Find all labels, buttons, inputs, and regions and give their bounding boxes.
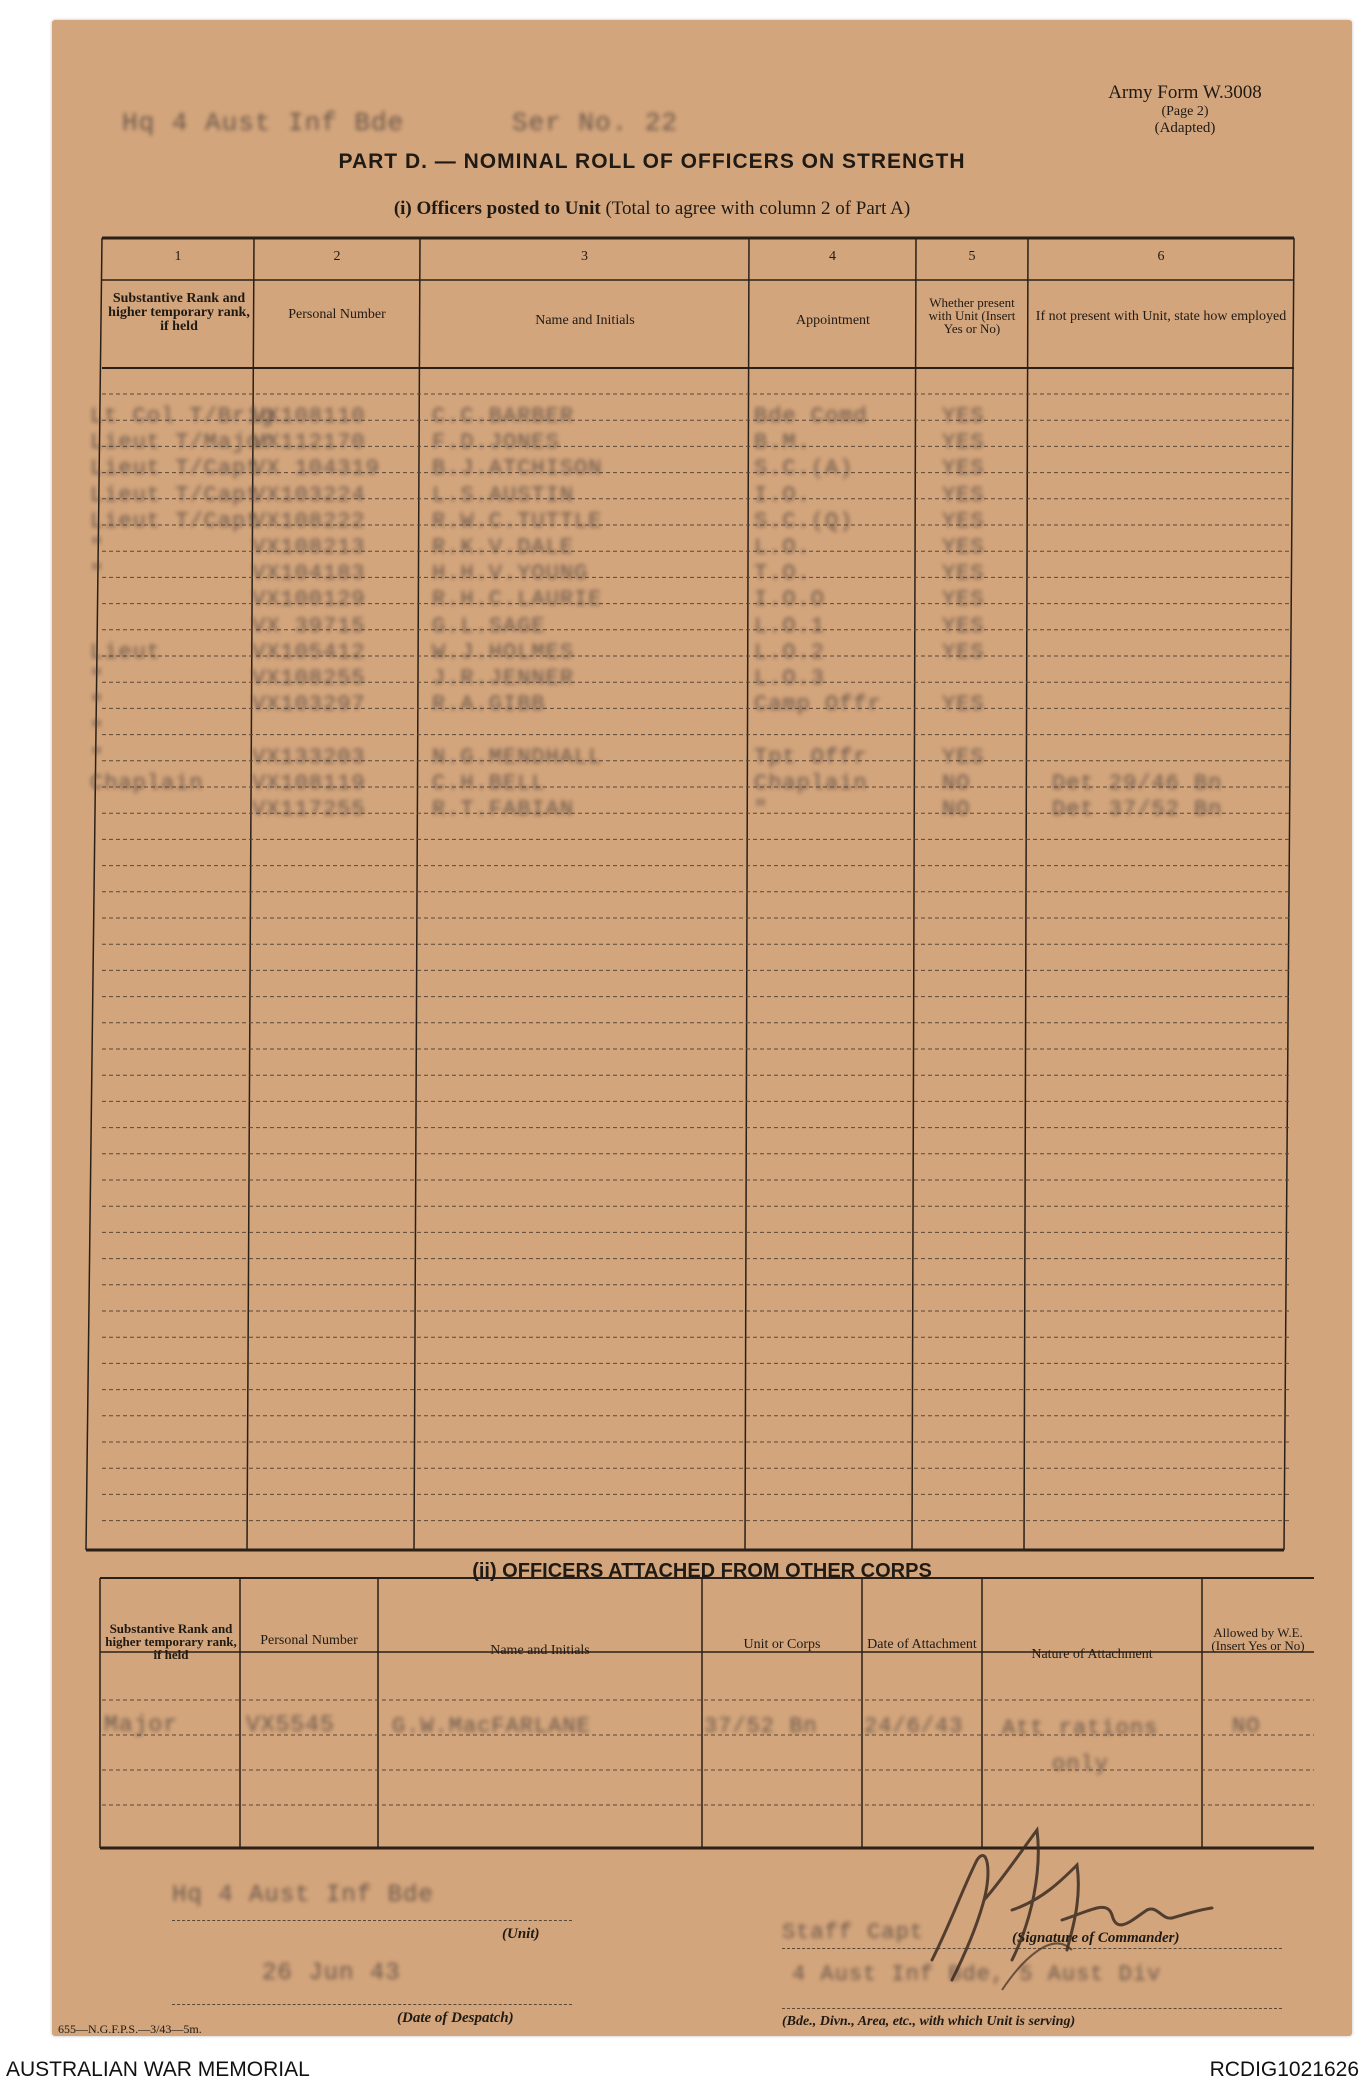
cell-number: VX133203	[252, 744, 366, 770]
header-present: Whether present with Unit (Insert Yes or No)	[928, 295, 1016, 336]
t2-number: VX5545	[246, 1712, 335, 1738]
cell-number: VX103224	[252, 482, 366, 508]
footer-unit-typed: Hq 4 Aust Inf Bde	[172, 1882, 434, 1909]
cell-name: L.S.AUSTIN	[432, 482, 575, 508]
cell-present: YES	[942, 692, 985, 718]
cell-present: NO	[942, 770, 971, 796]
cell-appointment: L.O.2	[754, 639, 826, 665]
cell-name: F.D.JONES	[432, 430, 560, 456]
cell-number: VX100129	[252, 587, 366, 613]
cell-present: YES	[942, 639, 985, 665]
cell-present: YES	[942, 482, 985, 508]
cell-name: R.W.C.TUTTLE	[432, 508, 603, 534]
t2-name: G.W.MacFARLANE	[392, 1714, 591, 1739]
signature-caption: (Signature of Commander)	[1012, 1930, 1180, 1946]
cell-number: VX 104319	[252, 456, 380, 482]
unit-line	[172, 1920, 572, 1921]
cell-appointment: Tpt Offr	[754, 744, 868, 770]
cell-rank: "	[90, 692, 105, 718]
footer-bde-caption: (Bde., Divn., Area, etc., with which Unit is serving)	[782, 2014, 1076, 2029]
commander-signature	[892, 1810, 1252, 2000]
t2-unit: 37/52 Bn	[704, 1714, 818, 1739]
adapted-note: (Adapted)	[1154, 120, 1216, 136]
footer-date-caption: (Date of Despatch)	[397, 2010, 514, 2026]
col-number-2: 2	[333, 249, 341, 264]
cell-rank: Chaplain	[90, 770, 204, 796]
cell-appointment: "	[754, 797, 769, 822]
cell-employed: Det 37/52 Bn	[1052, 797, 1223, 822]
form-sheet	[52, 20, 1352, 2036]
col-number-3: 3	[581, 249, 588, 264]
cell-rank: "	[90, 744, 105, 770]
header-not-present: If not present with Unit, state how employed	[1035, 309, 1287, 324]
col-number-1: 1	[174, 249, 182, 264]
cell-name: R.T.FABIAN	[432, 797, 575, 822]
t2-header-number: Personal Number	[260, 1633, 358, 1648]
section1-bold: (i) Officers posted to Unit	[393, 198, 601, 219]
t2-header-name: Name and Initials	[490, 1643, 590, 1658]
header-rank: Substantive Rank and higher temporary rank, if held	[108, 291, 250, 334]
t2-header-allowed: Allowed by W.E. (Insert Yes or No)	[1211, 1625, 1305, 1653]
cell-number: VX112170	[252, 430, 366, 456]
header-name: Name and Initials	[535, 313, 635, 328]
cell-appointment: L.O.1	[754, 613, 826, 639]
cell-appointment: I.O.	[754, 482, 811, 508]
footer-unit-caption: (Unit)	[502, 1926, 540, 1942]
t2-rank: Major	[104, 1712, 179, 1738]
cell-number: VX117255	[252, 797, 366, 822]
cell-number: VX108222	[252, 508, 366, 534]
header-appointment: Appointment	[796, 313, 870, 328]
cell-number: VX105412	[252, 639, 366, 665]
archive-id: RCDIG1021626	[1209, 2058, 1359, 2081]
cell-appointment: I.O.O	[754, 587, 826, 613]
section1-note: (Total to agree with column 2 of Part A)	[605, 198, 911, 219]
t2-allowed: NO	[1232, 1714, 1261, 1739]
cell-number: VX108119	[252, 770, 366, 796]
cell-appointment: B.M.	[754, 430, 811, 456]
cell-rank: "	[90, 718, 105, 744]
typed-serial-number: Ser No. 22	[512, 108, 679, 138]
form-number: Army Form W.3008	[1108, 82, 1262, 103]
cell-present: YES	[942, 744, 985, 770]
col-number-6: 6	[1157, 249, 1165, 264]
t2-date: 24/6/43	[864, 1714, 964, 1739]
part-title: PART D. — NOMINAL ROLL OF OFFICERS ON STRENGTH	[338, 150, 966, 173]
cell-rank: Lt Col T/Brig	[90, 404, 275, 429]
cell-number: VX104183	[252, 561, 366, 587]
print-code: 655—N.G.F.P.S.—3/43—5m.	[58, 2022, 202, 2036]
cell-name: R.K.V.DALE	[432, 535, 575, 560]
cell-name: G.L.SAGE	[432, 613, 546, 639]
cell-appointment: Camp Offr	[754, 692, 882, 718]
t2-nature: Att rations	[1002, 1716, 1159, 1741]
cell-number: VX103297	[252, 692, 366, 718]
col-number-5: 5	[968, 249, 976, 264]
cell-number: VX 39715	[252, 613, 366, 639]
page-note: (Page 2)	[1161, 104, 1209, 119]
cell-employed: Det 29/46 Bn	[1052, 770, 1223, 796]
t2-header-nature: Nature of Attachment	[1031, 1647, 1153, 1662]
cell-name: J.R.JENNER	[432, 666, 575, 691]
section2-title: (ii) OFFICERS ATTACHED FROM OTHER CORPS	[472, 1560, 932, 1582]
cell-appointment: Chaplain	[754, 770, 868, 796]
cell-present: YES	[942, 587, 985, 613]
t2-header-date: Date of Attachment	[867, 1637, 977, 1652]
cell-present: YES	[942, 535, 985, 560]
archive-footer	[0, 2052, 1371, 2082]
bde-line	[782, 2008, 1282, 2009]
cell-present: YES	[942, 508, 985, 534]
t2-header-rank: Substantive Rank and higher temporary rank, if held	[105, 1621, 237, 1662]
cell-rank: "	[90, 535, 105, 560]
cell-rank: Lieut T/Major	[90, 430, 275, 456]
typed-unit-header: Hq 4 Aust Inf Bde	[122, 108, 405, 138]
cell-appointment: L.O.3	[754, 666, 826, 691]
cell-number: VX108255	[252, 666, 366, 691]
cell-name: N.G.MENDHALL	[432, 744, 603, 770]
cell-rank: Lieut T/Capt	[90, 456, 261, 482]
cell-appointment: T.O.	[754, 561, 811, 587]
cell-rank: Lieut T/Capt	[90, 508, 261, 534]
footer-bde-typed: 4 Aust Inf Bde, 5 Aust Div	[792, 1962, 1162, 1987]
cell-name: W.J.HOLMES	[432, 639, 575, 665]
cell-present: YES	[942, 613, 985, 639]
header-personal-number: Personal Number	[288, 307, 386, 322]
col-number-4: 4	[829, 249, 836, 264]
cell-number: VX108213	[252, 535, 366, 560]
t2-nature-cont: only	[1052, 1752, 1109, 1777]
cell-name: R.A.GIBB	[432, 692, 546, 718]
cell-appointment: Bde Comd	[754, 404, 868, 429]
date-line	[172, 2004, 572, 2005]
cell-rank: "	[90, 666, 105, 691]
cell-name: C.C.BARBER	[432, 404, 575, 429]
cell-appointment: S.C.(A)	[754, 456, 854, 482]
archive-name: AUSTRALIAN WAR MEMORIAL	[6, 2058, 310, 2081]
cell-name: B.J.ATCHISON	[432, 456, 603, 482]
cell-present: YES	[942, 404, 985, 429]
t2-header-unit: Unit or Corps	[743, 1637, 821, 1652]
cell-present: YES	[942, 456, 985, 482]
cell-name: C.H.BELL	[432, 770, 546, 796]
cell-rank: Lieut	[90, 639, 162, 665]
cell-present: NO	[942, 797, 971, 822]
cell-present: YES	[942, 430, 985, 456]
cell-name: R.H.C.LAURIE	[432, 587, 603, 613]
cell-number: VX108110	[252, 404, 366, 429]
cell-name: H.H.V.YOUNG	[432, 561, 589, 587]
footer-staff-typed: Staff Capt	[782, 1920, 925, 1945]
cell-present: YES	[942, 561, 985, 587]
footer-date-typed: 26 Jun 43	[262, 1960, 401, 1987]
cell-appointment: S.C.(Q)	[754, 508, 854, 534]
cell-rank: "	[90, 561, 105, 587]
cell-rank: Lieut T/Capt	[90, 482, 261, 508]
cell-appointment: L.O.	[754, 535, 811, 560]
